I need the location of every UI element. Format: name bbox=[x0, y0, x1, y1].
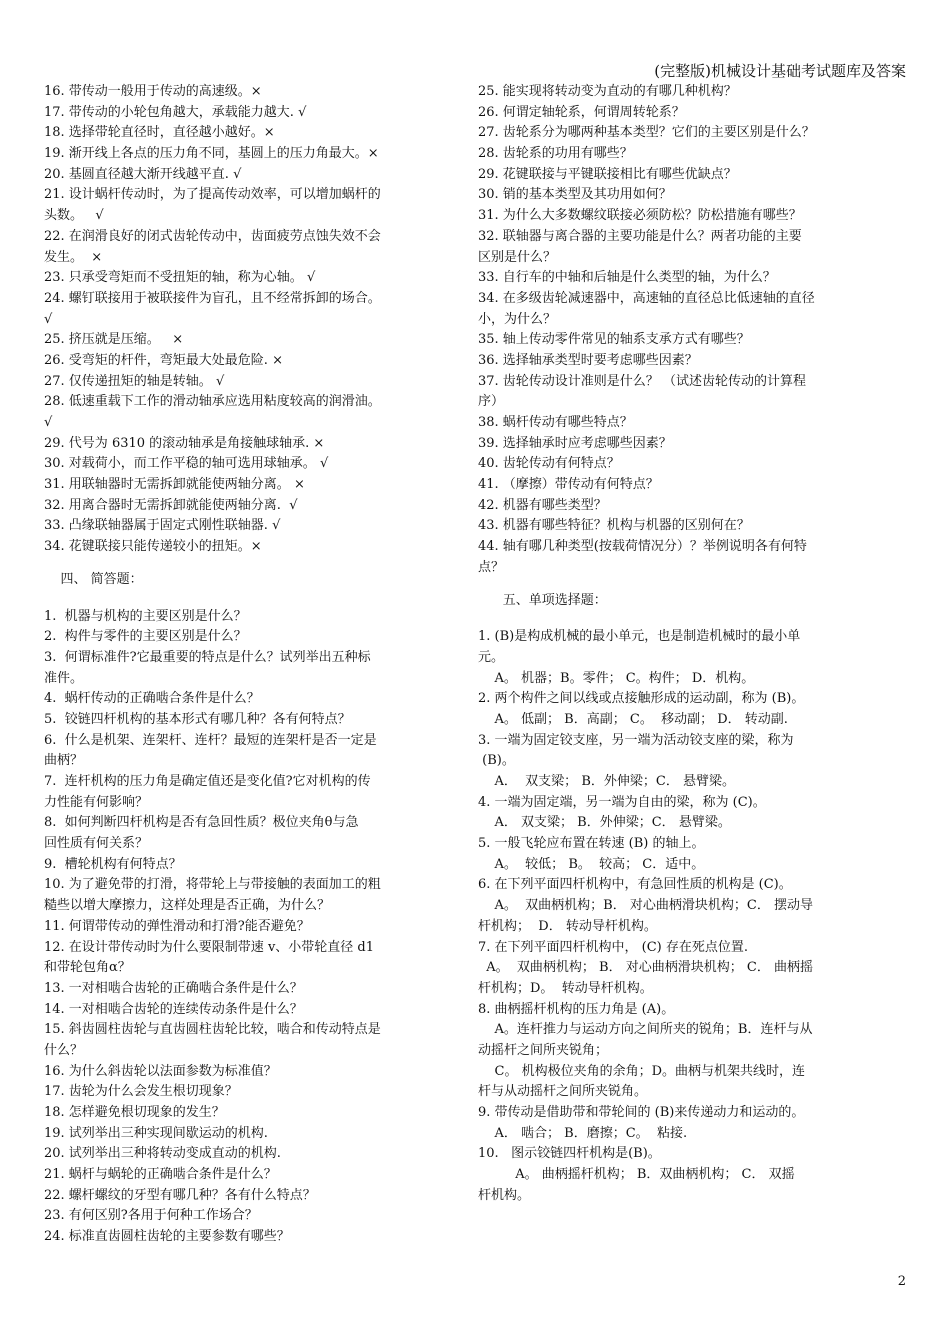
text-line: 15. 斜齿圆柱齿轮与直齿圆柱齿轮比较，啮合和传动特点是 bbox=[44, 1022, 381, 1038]
text-line: 5. 铰链四杆机构的基本形式有哪几种？各有何特点？ bbox=[44, 711, 351, 727]
text-line: 41. （摩擦）带传动有何特点？ bbox=[478, 477, 659, 493]
text-line: A． 啮合； B．磨擦；C。 粘接. bbox=[478, 1125, 688, 1141]
text-line: 10. 为了避免带的打滑，将带轮上与带接触的表面加工的粗 bbox=[44, 877, 381, 893]
text-line: 9. 槽轮机构有何特点？ bbox=[44, 856, 182, 872]
text-line: C。 机构极位夹角的余角；D。曲柄与机架共线时，连 bbox=[478, 1063, 806, 1079]
text-line: 13. 一对相啮合齿轮的正确啮合条件是什么？ bbox=[44, 980, 303, 996]
text-line: 杆机构。 bbox=[478, 1187, 531, 1203]
text-line: 27. 齿轮系分为哪两种基本类型？它们的主要区别是什么？ bbox=[478, 125, 815, 141]
text-line: 6. 什么是机架、连架杆、连杆？最短的连架杆是否一定是 bbox=[44, 732, 377, 748]
text-line: 8. 曲柄摇杆机构的压力角是 (A)。 bbox=[478, 1001, 675, 1017]
text-line: 38. 蜗杆传动有哪些特点？ bbox=[478, 415, 633, 430]
text-line: √ bbox=[44, 415, 53, 430]
text-line: 杆机构； D． 转动导杆机构。 bbox=[478, 918, 657, 934]
text-line: 21. 设计蜗杆传动时，为了提高传动效率，可以增加蜗杆的 bbox=[44, 187, 381, 203]
text-line: A。 曲柄摇杆机构； B．双曲柄机构； C． 双摇 bbox=[478, 1167, 795, 1183]
text-line: 10. 图示铰链四杆机构是(B)。 bbox=[478, 1146, 661, 1162]
text-line: 小，为什么？ bbox=[478, 311, 557, 327]
text-line: 32. 联轴器与离合器的主要功能是什么？两者功能的主要 bbox=[478, 228, 802, 244]
short-answer-question-list-continued bbox=[478, 82, 888, 579]
text-line: 1. (B)是构成机械的最小单元，也是制造机械时的最小单 bbox=[478, 629, 801, 645]
text-line: 26. 受弯矩的杆件，弯矩最大处最危险. × bbox=[44, 352, 283, 368]
section-title-single-choice: 五、单项选择题： bbox=[478, 592, 607, 608]
left-column bbox=[44, 82, 448, 1248]
text-line: 34. 花键联接只能传递较小的扭矩。× bbox=[44, 539, 262, 555]
text-line: 19. 渐开线上各点的压力角不同，基圆上的压力角最大。× bbox=[44, 146, 379, 162]
text-line: A。 机器；B。零件； C。构件； D．机构。 bbox=[478, 670, 755, 686]
judgment-question-list bbox=[44, 82, 448, 558]
text-line: 23. 有何区别?各用于何种工作场合？ bbox=[44, 1208, 258, 1224]
text-line: 22. 在润滑良好的闭式齿轮传动中，齿面疲劳点蚀失效不会 bbox=[44, 228, 381, 244]
text-line: 33. 凸缘联轴器属于固定式刚性联轴器. √ bbox=[44, 518, 281, 534]
text-line: 4. 一端为固定端，另一端为自由的梁，称为 (C)。 bbox=[478, 794, 766, 810]
text-line: 42. 机器有哪些类型？ bbox=[478, 497, 607, 513]
text-line: 22. 螺杆螺纹的牙型有哪几种？各有什么特点？ bbox=[44, 1187, 316, 1203]
text-line: 20. 基圆直径越大渐开线越平直. √ bbox=[44, 166, 242, 182]
page-number: 2 bbox=[897, 1274, 906, 1289]
text-line: 21. 蜗杆与蜗轮的正确啮合条件是什么？ bbox=[44, 1167, 277, 1183]
text-line: 28. 低速重载下工作的滑动轴承应选用粘度较高的润滑油。 bbox=[44, 394, 381, 410]
text-line: 杆机构；D。 转动导杆机构。 bbox=[478, 980, 653, 996]
text-line: 2. 两个构件之间以线或点接触形成的运动副，称为 (B)。 bbox=[478, 691, 805, 707]
text-line: 7. 在下列平面四杆机构中， (C) 存在死点位置. bbox=[478, 939, 749, 955]
text-line: 20. 试列举出三种将转动变成直动的机构. bbox=[44, 1146, 281, 1162]
text-line: 什么？ bbox=[44, 1042, 84, 1058]
text-line: 4. 蜗杆传动的正确啮合条件是什么？ bbox=[44, 691, 260, 707]
single-choice-question-list bbox=[478, 627, 888, 1206]
text-line: 回性质有何关系？ bbox=[44, 836, 149, 852]
text-line: 3. 何谓标准件?它最重要的特点是什么？试列举出五种标 bbox=[44, 649, 371, 665]
text-line: 35. 轴上传动零件常见的轴系支承方式有哪些？ bbox=[478, 332, 750, 348]
text-line: 1. 机器与机构的主要区别是什么？ bbox=[44, 608, 247, 624]
text-line: 44. 轴有哪几种类型(按载荷情况分）？举例说明各有何特 bbox=[478, 539, 807, 555]
text-line: 23. 只承受弯矩而不受扭矩的轴，称为心轴。 √ bbox=[44, 270, 316, 286]
text-line: (B)。 bbox=[478, 753, 515, 769]
text-line: 27. 仅传递扭矩的轴是转轴。 √ bbox=[44, 373, 225, 389]
section-title-short-answer: 四、 简答题： bbox=[44, 571, 143, 587]
text-line: 26. 何谓定轴轮系，何谓周转轮系？ bbox=[478, 104, 685, 120]
text-line: 和带轮包角α？ bbox=[44, 960, 131, 976]
text-line: 5. 一般飞轮应布置在转速 (B) 的轴上。 bbox=[478, 836, 705, 852]
text-line: A． 双支梁； B．外伸梁；C． 悬臂梁。 bbox=[478, 815, 731, 831]
text-line: 32. 用离合器时无需拆卸就能使两轴分离. √ bbox=[44, 497, 298, 513]
text-line: 17. 齿轮为什么会发生根切现象？ bbox=[44, 1084, 238, 1100]
text-line: 元。 bbox=[478, 649, 505, 665]
text-line: 43. 机器有哪些特征？机构与机器的区别何在？ bbox=[478, 518, 750, 534]
text-line: 17. 带传动的小轮包角越大，承载能力越大. √ bbox=[44, 104, 307, 120]
text-line: 25. 挤压就是压缩。 × bbox=[44, 332, 184, 348]
text-line: 29. 花键联接与平键联接相比有哪些优缺点？ bbox=[478, 166, 737, 182]
text-line: 杆与从动摇杆之间所夹锐角。 bbox=[478, 1084, 648, 1100]
text-line: A。 低副； B．高副； C。 移动副； D． 转动副. bbox=[478, 711, 788, 727]
text-line: 16. 为什么斜齿轮以法面参数为标准值？ bbox=[44, 1063, 277, 1079]
text-line: √ bbox=[44, 311, 53, 327]
text-line: 12. 在设计带传动时为什么要限制带速 v、小带轮直径 d1 bbox=[44, 939, 375, 955]
text-line: 31. 用联轴器时无需拆卸就能使两轴分离。 × bbox=[44, 477, 305, 493]
text-line: 11. 何谓带传动的弹性滑动和打滑?能否避免？ bbox=[44, 918, 310, 934]
text-line: 34. 在多级齿轮减速器中，高速轴的直径总比低速轴的直径 bbox=[478, 290, 815, 306]
text-line: 3. 一端为固定铰支座，另一端为活动铰支座的梁，称为 bbox=[478, 732, 794, 748]
text-line: 40. 齿轮传动有何特点？ bbox=[478, 456, 620, 472]
short-answer-question-list bbox=[44, 607, 448, 1248]
text-line: 30. 对载荷小，而工作平稳的轴可选用球轴承。 √ bbox=[44, 456, 329, 472]
text-line: 33. 自行车的中轴和后轴是什么类型的轴，为什么？ bbox=[478, 270, 776, 286]
text-line: 序） bbox=[478, 394, 505, 410]
text-line: 头数。 √ bbox=[44, 208, 104, 224]
text-line: 8. 如何判断四杆机构是否有急回性质？极位夹角θ与急 bbox=[44, 815, 359, 831]
text-line: 29. 代号为 6310 的滚动轴承是角接触球轴承. × bbox=[44, 435, 325, 451]
text-line: 7. 连杆机构的压力角是确定值还是变化值?它对机构的传 bbox=[44, 774, 371, 789]
text-line: 动摇杆之间所夹锐角； bbox=[478, 1042, 609, 1058]
text-line: 曲柄？ bbox=[44, 753, 84, 769]
text-line: 区别是什么？ bbox=[478, 249, 557, 265]
text-line: 14. 一对相啮合齿轮的连续传动条件是什么？ bbox=[44, 1001, 303, 1017]
text-line: 2. 构件与零件的主要区别是什么？ bbox=[44, 629, 247, 645]
text-line: A。 双曲柄机构； B． 对心曲柄滑块机构； C． 曲柄摇 bbox=[478, 960, 813, 976]
text-line: 发生。 × bbox=[44, 249, 103, 265]
text-line: 28. 齿轮系的功用有哪些？ bbox=[478, 146, 633, 162]
text-line: A． 双支梁； B．外伸梁；C． 悬臂梁。 bbox=[478, 774, 735, 789]
text-line: 36. 选择轴承类型时要考虑哪些因素？ bbox=[478, 352, 698, 368]
text-line: 16. 带传动一般用于传动的高速级。× bbox=[44, 84, 262, 99]
text-line: A。连杆推力与运动方向之间所夹的锐角；B．连杆与从 bbox=[478, 1022, 813, 1038]
text-line: A。 双曲柄机构；B． 对心曲柄滑块机构；C． 摆动导 bbox=[478, 898, 813, 914]
text-line: 30. 销的基本类型及其功用如何？ bbox=[478, 187, 672, 203]
text-line: 24. 螺钉联接用于被联接件为盲孔，且不经常拆卸的场合。 bbox=[44, 290, 381, 306]
text-line: 糙些以增大摩擦力，这样处理是否正确，为什么？ bbox=[44, 898, 331, 914]
text-line: 6. 在下列平面四杆机构中，有急回性质的机构是 (C)。 bbox=[478, 877, 792, 893]
text-line: 点？ bbox=[478, 559, 505, 575]
text-line: 9. 带传动是借助带和带轮间的 (B)来传递动力和运动的。 bbox=[478, 1105, 805, 1120]
text-line: 力性能有何影响？ bbox=[44, 794, 149, 810]
right-column bbox=[478, 82, 888, 1206]
text-line: 25. 能实现将转动变为直动的有哪几种机构？ bbox=[478, 84, 737, 99]
text-line: 24. 标准直齿圆柱齿轮的主要参数有哪些？ bbox=[44, 1229, 290, 1245]
document-header-title: (完整版)机械设计基础考试题库及答案 bbox=[654, 62, 906, 80]
text-line: 18. 怎样避免根切现象的发生？ bbox=[44, 1105, 225, 1120]
text-line: A。 较低； B。 较高； C．适中。 bbox=[478, 856, 705, 872]
text-line: 31. 为什么大多数螺纹联接必须防松？防松措施有哪些？ bbox=[478, 208, 802, 224]
text-line: 37. 齿轮传动设计准则是什么？ （试述齿轮传动的计算程 bbox=[478, 373, 806, 389]
text-line: 18. 选择带轮直径时，直径越小越好。× bbox=[44, 125, 275, 141]
text-line: 准件。 bbox=[44, 670, 84, 686]
text-line: 39. 选择轴承时应考虑哪些因素？ bbox=[478, 435, 672, 451]
text-line: 19. 试列举出三种实现间歇运动的机构. bbox=[44, 1125, 268, 1141]
